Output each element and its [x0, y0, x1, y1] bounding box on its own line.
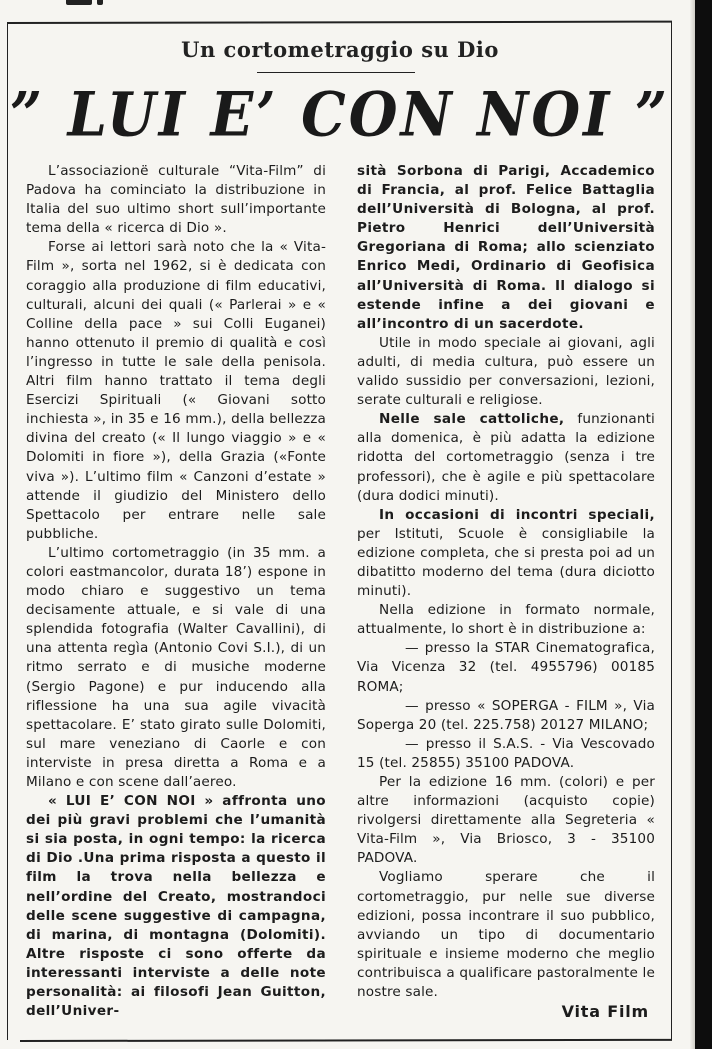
paragraph-history: Forse ai lettori sarà noto che la « Vita-Film », sorta nel 1962, si è dedicata con coraggio alla produzione di film educativi, culturali, alcuni dei quali (« Parlerai » e « Colline della pace » sui Colli Euganei) hanno ottenuto il premio di qualità e così l’ingresso in tutte le sale della penisola. Altri film hanno trattato il tema degli Esercizi Spirituali (« Giovani sotto inchiesta », in 35 e 16 mm.), della bellezza divina del creato (« Il lungo viaggio » e « Dolomiti in fiore »), della Grazia («Fonte viva »). L’ultimo film « Canzoni d’estate » attende il giudizio del Ministero dello Spettacolo per entrare nelle sale pubbliche. — [26, 239, 326, 542]
left-column — [26, 162, 326, 1021]
signature-row — [357, 1002, 655, 1021]
special-events-text: per Istituti, Scuole è consigliabile la edizione completa, che si presta poi ad un dibatitto moderno del tema (dura diciotto minuti). — [357, 525, 655, 600]
paragraph-production: L’ultimo cortometraggio (in 35 mm. a colori eastmancolor, durata 18’) espone in modo chiaro e suggestivo un tema decisamente attuale, e si vale di una splendida fotografia (Walter Cavallini), di una attenta regìa (Antonio Covi S.I.), di un ritmo serrato e di musiche moderne (Sergio Pagone) e pur inducendo alla riflessione ha una sua agile vivacità spettacolare. E’ stato girato sulle Dolomiti, sul mare veneziano di Caorle e con interviste in presa diretta a Roma e a Milano e con scene dall’aereo. — [26, 544, 326, 790]
book-binding — [695, 0, 712, 1049]
paragraph-interviews-continued: sità Sorbona di Parigi, Accademico di Francia, al prof. Felice Battaglia dell’Università di Bologna, al prof. Pietro Henrici dell’Università Gregoriana di Roma; allo scienziato Enrico Medi, Ordinario di Geofisica all’Università di Roma. Il dialogo si estende infine a dei giovani e all’incontro di un sacerdote. — [357, 163, 655, 332]
paragraph-16mm: Per la edizione 16 mm. (colori) e per altre informazioni (acquisto copie) rivolgersi direttamente alla Segreteria « Vita-Film », Via Briosco, 3 - 35100 PADOVA. — [357, 774, 655, 867]
kicker-underline — [257, 72, 415, 73]
paragraph-utility: Utile in modo speciale ai giovani, agli adulti, di media cultura, può essere un valido sussidio per conversazioni, lezioni, serate culturali e religiose. — [357, 334, 655, 409]
paragraph-catholic-halls — [357, 410, 655, 505]
distributor-rome: — presso la STAR Cinematografica, Via Vicenza 32 (tel. 4955796) 00185 ROMA; — [357, 640, 655, 695]
frame-bottom-rule — [20, 1039, 672, 1042]
special-events-lead: In occasioni di incontri speciali, — [379, 506, 655, 523]
distributor-milan: — presso « SOPERGA - FILM », Via Soperga 20 (tel. 225.758) 20127 MILANO; — [357, 697, 655, 733]
cropped-page-number-fragment — [97, 0, 103, 5]
paragraph-distribution: Nella edizione in formato normale, attualmente, lo short è in distribuzione a: — [357, 602, 655, 638]
paragraph-theme: « LUI E’ CON NOI » affronta uno dei più gravi problemi che l’umanità si sia posta, in ogni tempo: la ricerca di Dio .Una prima risposta a questo il film la trova nella bellezza e nell’ordine del Creato, mostrandoci delle scene suggestive di campagna, di marina, di montagna (Dolomiti). Altre risposte ci sono offerte da interessanti interviste a delle note personalità: ai filosofi Jean Guitton, dell’Univer- — [26, 793, 326, 1020]
paragraph-special-events — [357, 506, 655, 601]
paragraph-intro: L’associazionë culturale “Vita-Film” di Padova ha cominciato la distribuzione in Italia del suo ultimo short sull’importante tema della « ricerca di Dio ». — [26, 163, 326, 237]
right-column — [357, 162, 655, 1021]
article-headline: ” LUI E’ CON NOI ” — [9, 79, 671, 151]
distributor-padova: — presso il S.A.S. - Via Vescovado 15 (tel. 25855) 35100 PADOVA. — [357, 735, 655, 771]
article-kicker: Un cortometraggio su Dio — [181, 37, 499, 62]
catholic-halls-lead: Nelle sale cattoliche, — [379, 411, 565, 428]
catholic-halls-text: funzionanti alla domenica, è più adatta la edizione ridotta del cortometraggio (senza i tre professori), che è agile e più spettacolare (dura dodici minuti). — [357, 411, 655, 504]
cropped-page-number — [66, 0, 92, 5]
article-signature: Vita Film — [561, 1002, 649, 1022]
paragraph-closing: Vogliamo sperare che il cortometraggio, pur nelle sue diverse edizioni, possa incontrare il suo pubblico, avviando un tipo di documentario spirituale e insieme moderno che meglio contribuisca a qualificare pastoralmente le nostre sale. — [357, 869, 655, 1001]
